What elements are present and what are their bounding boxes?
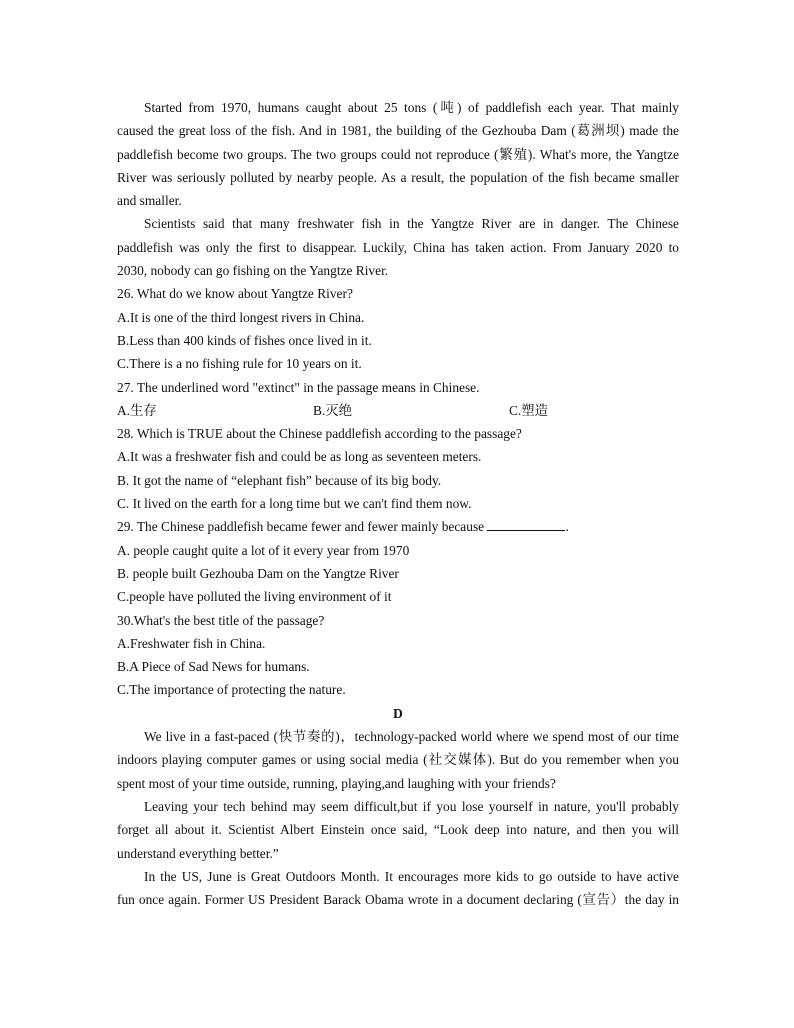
option-c: C. It lived on the earth for a long time but we can't find them now. [117,496,472,512]
option-a: A.It is one of the third longest rivers in China. [117,309,365,325]
option-a: A.Freshwater fish in China. [117,635,266,651]
option-b: B.A Piece of Sad News for humans. [117,659,310,675]
question-30 [117,609,679,702]
question-28 [117,422,679,515]
options-row [117,399,679,422]
text-line: River was seriously polluted by nearby people. As a result, the population of the fish became smaller [117,169,679,185]
option-a: A. people caught quite a lot of it every year from 1970 [117,542,410,558]
option-c: C.塑造 [509,402,549,418]
text-line: forget all about it. Scientist Albert Einstein once said, “Look deep into nature, and then you will [117,822,679,838]
option-a: A.It was a freshwater fish and could be as long as seventeen meters. [117,449,482,465]
question-stem [117,515,679,538]
option-c: C.The importance of protecting the nature. [117,682,346,698]
option-b: B. It got the name of “elephant fish” because of its big body. [117,472,442,488]
question-stem: 28. Which is TRUE about the Chinese paddlefish according to the passage? [117,426,522,442]
question-stem: 26. What do we know about Yangtze River? [117,286,353,302]
document-content [117,96,679,911]
text-line: indoors playing computer games or using social media (社交媒体). But do you remember when you [117,752,679,768]
option-a: A.生存 [117,402,157,418]
text-line: caused the great loss of the fish. And in 1981, the building of the Gezhouba Dam (葛洲坝) made the [117,123,679,139]
text-line: paddlefish was only the first to disappear. Luckily, China has taken action. From January 2020 to [117,239,679,255]
text-line: understand everything better.” [117,845,279,861]
passage-d-paragraph-3 [117,865,679,912]
question-27 [117,376,679,423]
passage-d-paragraph-1 [117,725,679,795]
text-line: spent most of your time outside, running, playing,and laughing with your friends? [117,775,556,791]
answer-blank [487,517,565,531]
question-stem: 27. The underlined word "extinct" in the passage means in Chinese. [117,379,480,395]
question-stem: 30.What's the best title of the passage? [117,612,325,628]
question-26 [117,282,679,375]
option-b: B.Less than 400 kinds of fishes once lived in it. [117,332,372,348]
question-29 [117,515,679,608]
text-line: fun once again. Former US President Barack Obama wrote in a document declaring (宣告）the day in [117,892,679,908]
passage-c-paragraph-1 [117,96,679,212]
text-line: Started from 1970, humans caught about 25 tons (吨) of paddlefish each year. That mainly [144,100,679,115]
text-line: and smaller. [117,193,182,209]
text-line: Scientists said that many freshwater fish in the Yangtze River are in danger. The Chinese [144,216,679,232]
passage-d-paragraph-2 [117,795,679,865]
text-line: 2030, nobody can go fishing on the Yangtze River. [117,263,389,279]
stem-end: . [565,519,569,535]
text-line: We live in a fast-paced (快节奏的)，technology-packed world where we spend most of our time [144,729,679,745]
stem-text: 29. The Chinese paddlefish became fewer and fewer mainly because [117,519,485,535]
section-heading: D [393,705,403,721]
text-line: Leaving your tech behind may seem difficult,but if you lose yourself in nature, you'll probably [144,798,679,814]
text-line: paddlefish become two groups. The two groups could not reproduce (繁殖). What's more, the Yangtze [117,146,679,162]
text-line: In the US, June is Great Outdoors Month. It encourages more kids to go outside to have active [144,868,679,884]
passage-c-paragraph-2 [117,212,679,282]
option-b: B.灭绝 [313,402,353,418]
option-b: B. people built Gezhouba Dam on the Yangtze River [117,565,399,581]
option-c: C.There is a no fishing rule for 10 years on it. [117,356,362,372]
option-c: C.people have polluted the living environment of it [117,589,392,605]
